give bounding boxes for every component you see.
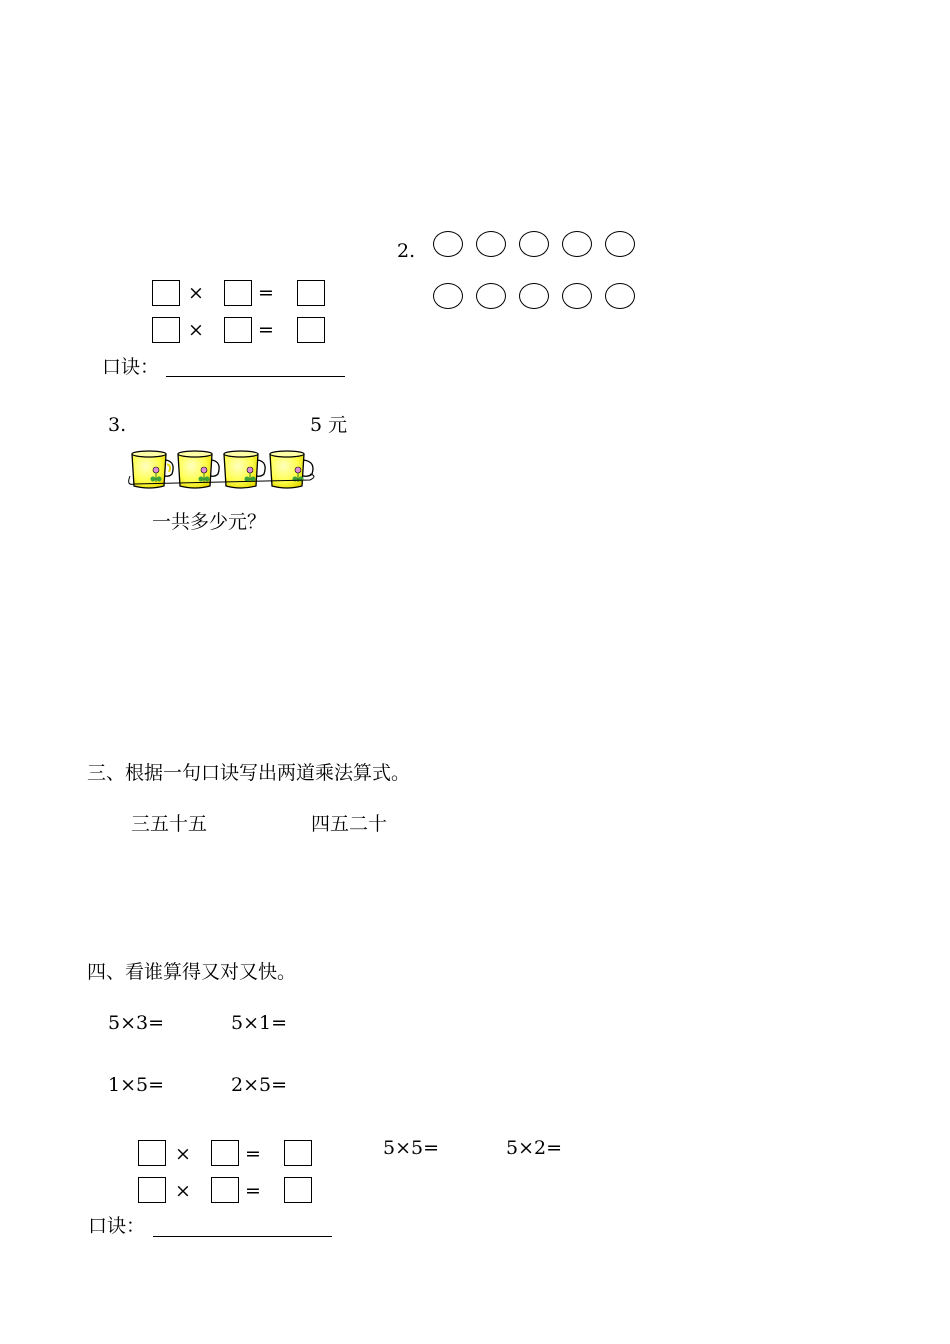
answer-box[interactable]	[284, 1177, 312, 1203]
expression: 5×5=	[383, 1137, 440, 1159]
answer-box[interactable]	[211, 1177, 239, 1203]
q2-circle	[605, 283, 635, 309]
answer-box[interactable]	[138, 1177, 166, 1203]
section3-rhyme-2: 四五二十	[311, 813, 388, 835]
times-sign: ×	[175, 1180, 191, 1202]
answer-box[interactable]	[284, 1140, 312, 1166]
q2-koujue-answer-line[interactable]	[166, 376, 345, 377]
s4-koujue-answer-line[interactable]	[153, 1236, 332, 1237]
answer-box[interactable]	[224, 280, 252, 306]
q2-circle	[562, 283, 592, 309]
q2-circle	[476, 231, 506, 257]
times-sign: ×	[175, 1143, 191, 1165]
section4-heading: 四、看谁算得又对又快。	[87, 961, 297, 983]
q2-circle	[519, 231, 549, 257]
equals-sign: =	[258, 319, 274, 341]
section3-heading: 三、根据一句口诀写出两道乘法算式。	[87, 762, 411, 784]
answer-box[interactable]	[224, 317, 252, 343]
q2-koujue-label: 口诀：	[102, 356, 160, 378]
section3-rhyme-1: 三五十五	[131, 813, 208, 835]
expression: 2×5=	[231, 1074, 288, 1096]
q3-question: 一共多少元？	[152, 511, 267, 533]
answer-box[interactable]	[152, 280, 180, 306]
times-sign: ×	[188, 282, 204, 304]
expression: 5×2=	[506, 1137, 563, 1159]
s4-koujue-label: 口诀：	[88, 1215, 146, 1237]
expression: 5×3=	[108, 1012, 165, 1034]
answer-box[interactable]	[138, 1140, 166, 1166]
answer-box[interactable]	[211, 1140, 239, 1166]
q2-circle	[562, 231, 592, 257]
equals-sign: =	[245, 1143, 261, 1165]
times-sign: ×	[188, 319, 204, 341]
q2-circle	[433, 231, 463, 257]
expression: 1×5=	[108, 1074, 165, 1096]
q2-circle	[476, 283, 506, 309]
cups-illustration	[124, 446, 320, 496]
q2-circle	[433, 283, 463, 309]
equals-sign: =	[245, 1180, 261, 1202]
equals-sign: =	[258, 282, 274, 304]
q2-circle	[519, 283, 549, 309]
q3-number: 3.	[108, 414, 127, 436]
answer-box[interactable]	[297, 280, 325, 306]
cup-icon	[270, 451, 313, 488]
q3-price-label: 5 元	[310, 414, 348, 436]
cup-icon	[132, 451, 173, 488]
answer-box[interactable]	[297, 317, 325, 343]
answer-box[interactable]	[152, 317, 180, 343]
expression: 5×1=	[231, 1012, 288, 1034]
q2-circle	[605, 231, 635, 257]
q2-number: 2.	[397, 240, 416, 262]
cup-icon	[224, 451, 265, 488]
